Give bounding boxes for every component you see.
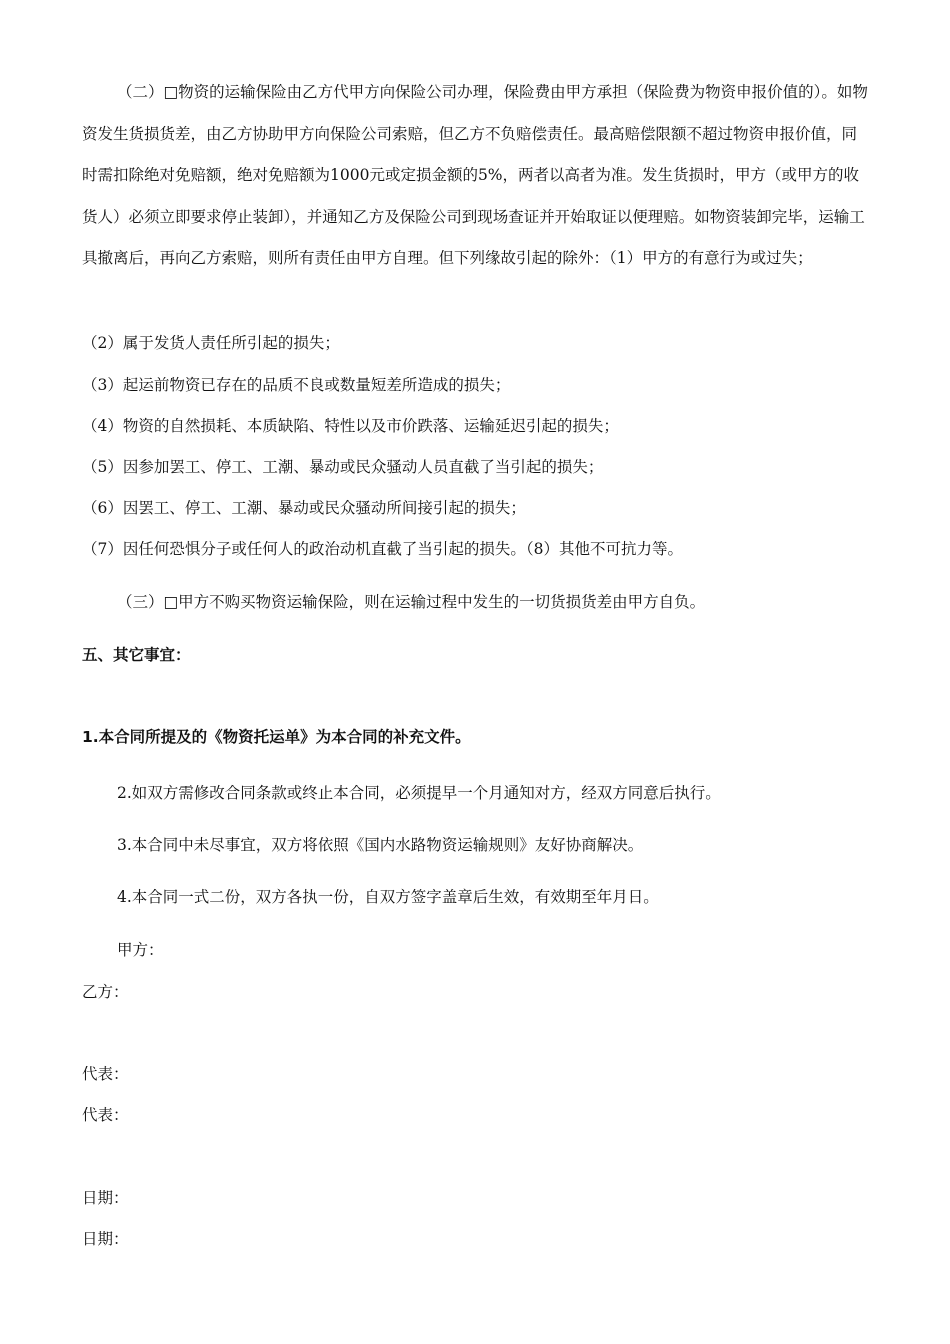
exception-item-4: （4）物资的自然损耗、本质缺陷、特性以及市价跌落、运输延迟引起的损失；	[82, 417, 619, 435]
representative-b-label: 代表：	[82, 1106, 129, 1124]
section-five-heading: 五、其它事宜：	[82, 646, 191, 664]
party-a-label: 甲方：	[117, 941, 164, 959]
clause-two-paragraph: （二）□物资的运输保险由乙方代甲方向保险公司办理，保险费由甲方承担（保险费为物资申报价值的）。如物资发生货损货差，由乙方协助甲方向保险公司索赔，但乙方不负赔偿责任。最高赔偿限额不超过物资申报价值，同时需扣除绝对免赔额，绝对免赔额为1000元或定损金额的5%，两者以高者为准。发生货损时，甲方（或甲方的收货人）必须立即要求停止装卸），并通知乙方及保险公司到现场查证并开始取证以便理赔。如物资装卸完毕，运输工具撤离后，再向乙方索赔，则所有责任由甲方自理。但下列缘故引起的除外：（1）甲方的有意行为或过失；	[82, 83, 868, 267]
exception-item-5: （5）因参加罢工、停工、工潮、暴动或民众骚动人员直截了当引起的损失；	[82, 458, 604, 476]
other-matters-item-3: 3.本合同中未尽事宜，双方将依照《国内水路物资运输规则》友好协商解决。	[117, 836, 644, 854]
representative-a-label: 代表：	[82, 1065, 129, 1083]
party-b-label: 乙方：	[82, 983, 129, 1001]
exception-item-6: （6）因罢工、停工、工潮、暴动或民众骚动所间接引起的损失；	[82, 499, 526, 517]
other-matters-item-2: 2.如双方需修改合同条款或终止本合同，必须提早一个月通知对方，经双方同意后执行。	[117, 784, 721, 802]
exception-item-2: （2）属于发货人责任所引起的损失；	[82, 334, 340, 352]
exception-item-3: （3）起运前物资已存在的品质不良或数量短差所造成的损失；	[82, 376, 511, 394]
date-b-label: 日期：	[82, 1230, 129, 1248]
other-matters-item-4: 4.本合同一式二份，双方各执一份，自双方签字盖章后生效，有效期至年月日。	[117, 888, 659, 906]
date-a-label: 日期：	[82, 1189, 129, 1207]
exception-item-7-8: （7）因任何恐惧分子或任何人的政治动机直截了当引起的损失。（8）其他不可抗力等。	[82, 540, 683, 558]
other-matters-item-1: 1.本合同所提及的《物资托运单》为本合同的补充文件。	[82, 728, 471, 746]
clause-three-paragraph: （三）□甲方不购买物资运输保险，则在运输过程中发生的一切货损货差由甲方自负。	[117, 593, 706, 611]
